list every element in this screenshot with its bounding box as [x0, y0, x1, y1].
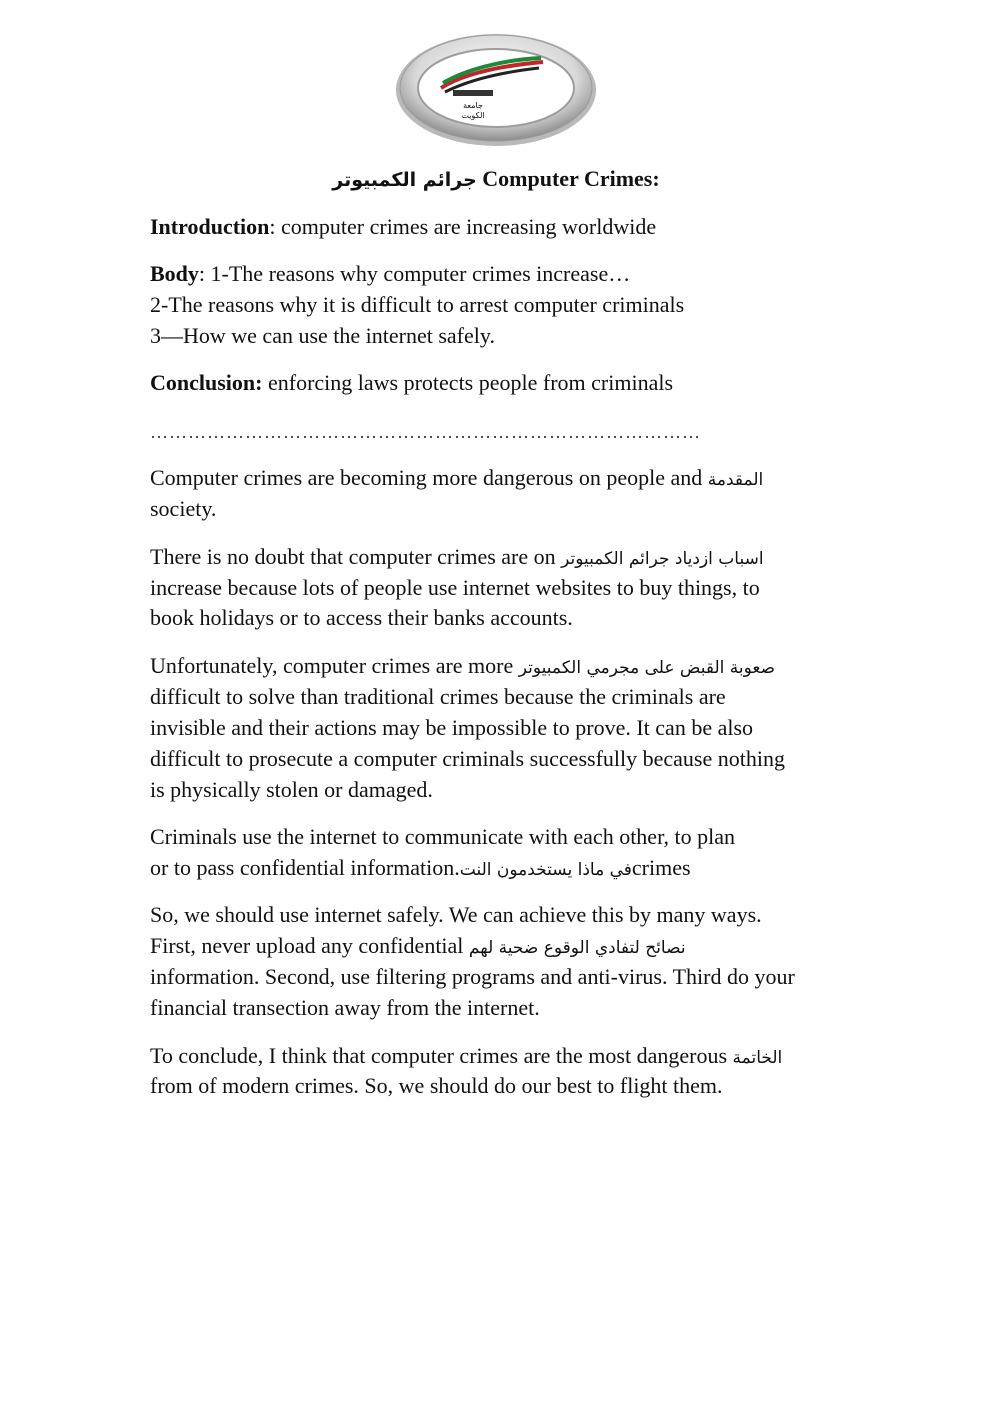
outline-body-3: 3—How we can use the internet safely. [150, 323, 495, 348]
title-arabic: جرائم الكمبيوتر [332, 169, 477, 191]
margin-note-usage: في ماذا يستخدمون النت [459, 860, 632, 880]
paragraph-4-line-1: Criminals use the internet to communicate with each other, to plan [150, 824, 736, 849]
margin-note-advice: نصائح لتفادي الوقوع ضحية لهم [468, 938, 686, 958]
title-english: Computer Crimes: [482, 166, 660, 191]
paragraph-5-line-3: information. Second, use filtering programs and anti-virus. Third do your [150, 964, 795, 989]
page-title [0, 166, 992, 192]
intro-text: : computer crimes are increasing worldwide [269, 214, 657, 239]
conclusion-text: enforcing laws protects people from criminals [262, 370, 674, 395]
paragraph-1-line-2: society. [150, 496, 217, 521]
outline-introduction [150, 214, 656, 240]
paragraph-4-line-2 [150, 855, 691, 883]
paragraph-6-line-2: from of modern crimes. So, we should do our best to flight them. [150, 1073, 723, 1098]
paragraph-5-line-1: So, we should use internet safely. We can achieve this by many ways. [150, 902, 762, 927]
intro-label: Introduction [150, 214, 270, 239]
margin-note-conclusion: الخاتمة [732, 1048, 783, 1068]
divider-dots: …………………………………………………………………………… [150, 422, 701, 442]
p1-text: Computer crimes are becoming more dangerous on people and [150, 465, 703, 490]
p5-text: First, never upload any confidential [150, 933, 464, 958]
body-1-text: : 1-The reasons why computer crimes increase… [198, 261, 631, 286]
paragraph-6-line-1 [150, 1043, 782, 1071]
p4-text: or to pass confidential information. [150, 855, 460, 880]
outline-conclusion [150, 370, 673, 396]
paragraph-3-line-4: difficult to prosecute a computer criminals successfully because nothing [150, 746, 785, 771]
outline-body-2: 2-The reasons why it is difficult to arrest computer criminals [150, 292, 685, 317]
paragraph-3-line-1 [150, 653, 775, 681]
conclusion-label: Conclusion: [150, 370, 263, 395]
paragraph-5-line-4: financial transection away from the internet. [150, 995, 540, 1020]
p2-text: There is no doubt that computer crimes are on [150, 544, 556, 569]
margin-note-difficulty: صعوبة القبض على مجرمي الكمبيوتر [518, 658, 776, 678]
paragraph-2-line-3: book holidays or to access their banks accounts. [150, 605, 573, 630]
p3-text: Unfortunately, computer crimes are more [150, 653, 514, 678]
p6-text: To conclude, I think that computer crimes are the most dangerous [150, 1043, 728, 1068]
paragraph-1-line-1 [150, 465, 763, 493]
paragraph-2-line-2: increase because lots of people use internet websites to buy things, to [150, 575, 760, 600]
paragraph-3-line-2: difficult to solve than traditional crimes because the criminals are [150, 684, 726, 709]
logo-text-line1: جامعة [463, 101, 483, 110]
paragraph-5-line-2 [150, 933, 686, 961]
paragraph-2-line-1 [150, 544, 764, 572]
margin-note-reasons: اسباب ازدياد جرائم الكمبيوتر [561, 549, 764, 569]
p4-text-end: crimes [631, 855, 691, 880]
paragraph-3-line-3: invisible and their actions may be impossible to prove. It can be also [150, 715, 754, 740]
university-logo [393, 30, 599, 148]
logo-text-line2: الكويت [461, 111, 485, 120]
margin-note-introduction: المقدمة [707, 470, 764, 490]
paragraph-3-line-5: is physically stolen or damaged. [150, 777, 433, 802]
body-label: Body [150, 261, 199, 286]
outline-body-1 [150, 261, 630, 287]
